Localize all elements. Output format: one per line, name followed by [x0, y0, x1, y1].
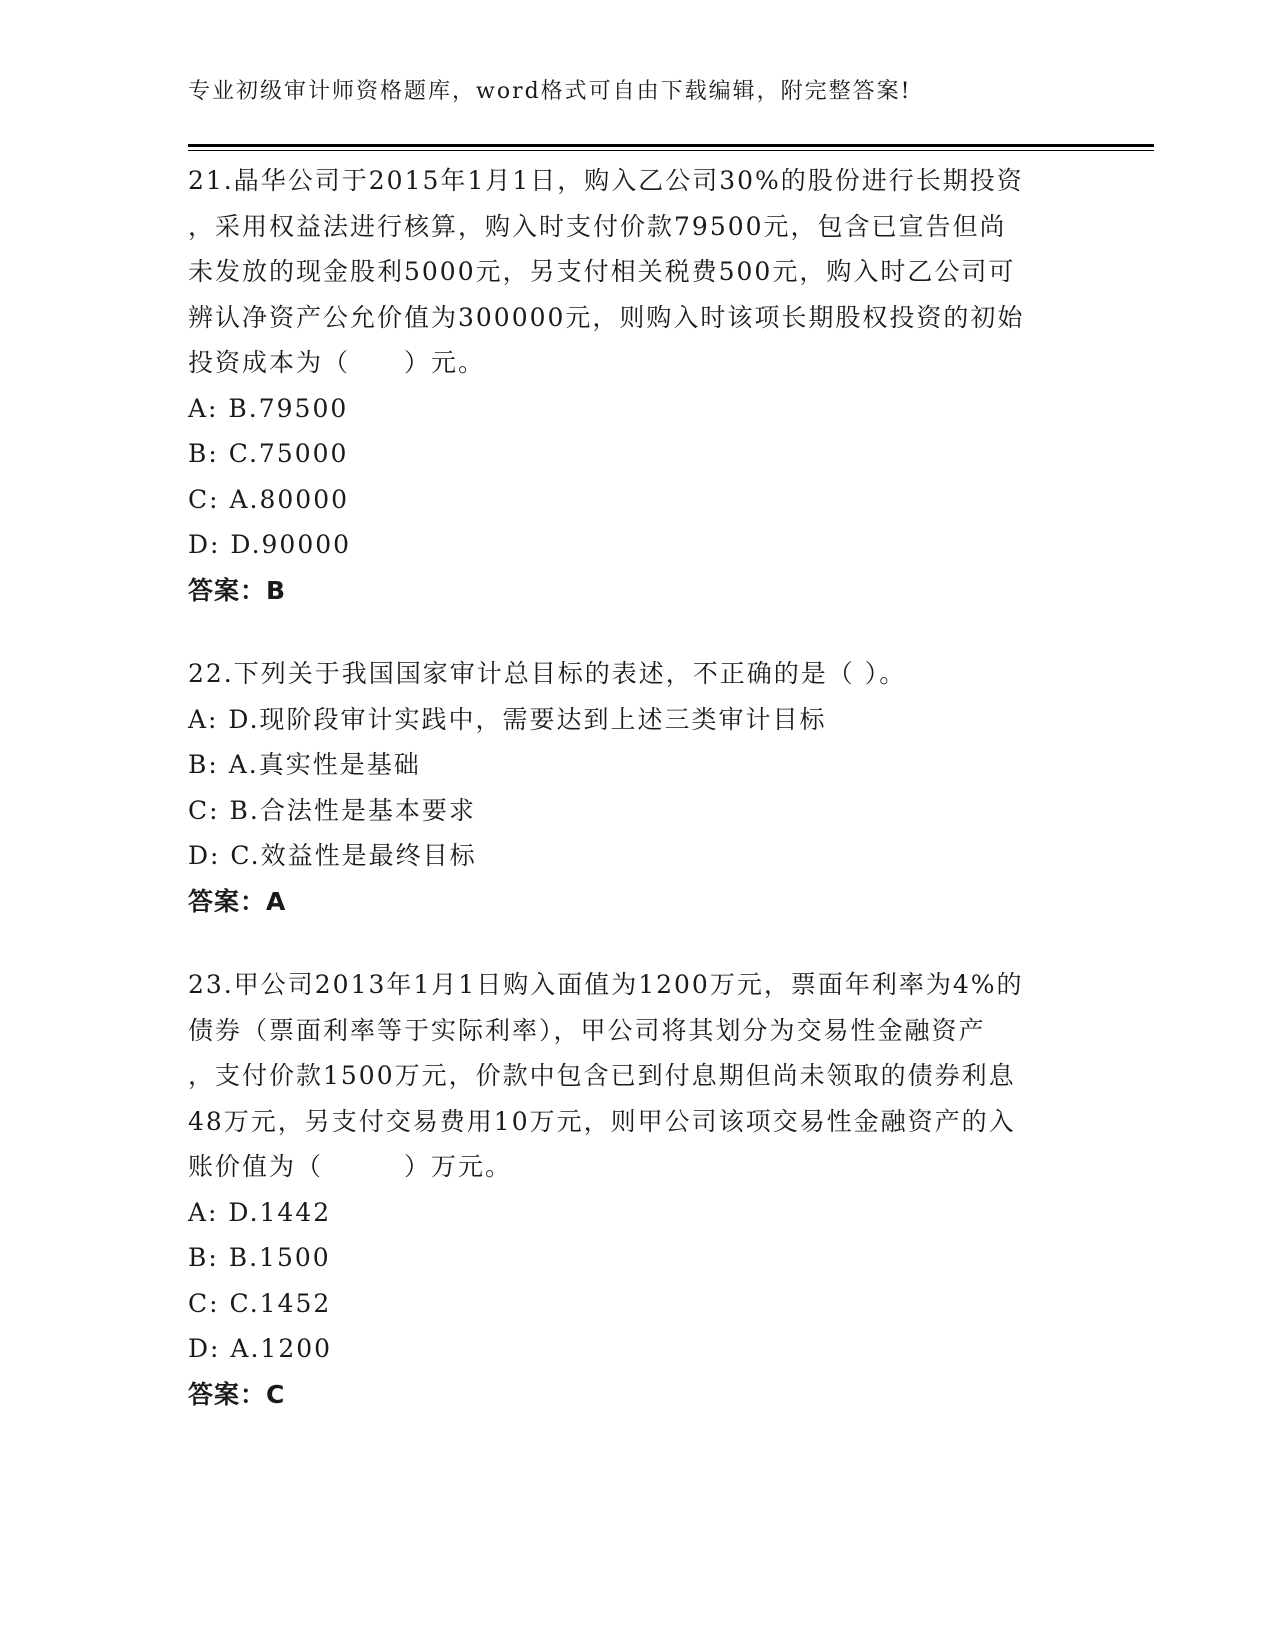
question-stem-line: 账价值为（ ）万元。 — [188, 1152, 513, 1181]
answer-label: 答案：B — [188, 575, 287, 605]
option-d: D: D.90000 — [188, 530, 352, 559]
question-stem-line: ，支付价款1500万元，价款中包含已到付息期但尚未领取的债券利息 — [188, 1061, 1016, 1090]
answer-label: 答案：C — [188, 1379, 286, 1409]
question-21 — [188, 158, 1088, 613]
option-a: A: D.现阶段审计实践中，需要达到上述三类审计目标 — [188, 704, 827, 734]
document-header: 专业初级审计师资格题库，word格式可自由下载编辑，附完整答案! — [188, 79, 912, 104]
question-stem-line: 未发放的现金股利5000元，另支付相关税费500元，购入时乙公司可 — [188, 257, 1016, 286]
question-stem-line: 23.甲公司2013年1月1日购入面值为1200万元，票面年利率为4%的 — [188, 970, 1024, 999]
option-c: C: A.80000 — [188, 484, 350, 514]
option-a: A: B.79500 — [188, 393, 349, 423]
question-list — [188, 158, 1088, 1455]
option-b: B: A.真实性是基础 — [188, 750, 421, 779]
question-stem-line: 48万元，另支付交易费用10万元，则甲公司该项交易性金融资产的入 — [188, 1106, 1016, 1136]
header-rule-thin — [188, 150, 1154, 151]
option-b: B: C.75000 — [188, 439, 349, 468]
option-d: D: A.1200 — [188, 1334, 333, 1363]
question-stem-line: ，采用权益法进行核算，购入时支付价款79500元，包含已宣告但尚 — [188, 211, 1007, 241]
header-rule-thick — [188, 144, 1154, 147]
option-b: B: B.1500 — [188, 1243, 331, 1272]
question-stem-line: 21.晶华公司于2015年1月1日，购入乙公司30%的股份进行长期投资 — [188, 166, 1024, 195]
question-22 — [188, 651, 1088, 924]
question-stem-line: 投资成本为（ ）元。 — [188, 348, 486, 377]
option-d: D: C.效益性是最终目标 — [188, 841, 477, 870]
answer-label: 答案：A — [188, 886, 287, 916]
option-c: C: B.合法性是基本要求 — [188, 795, 476, 825]
question-stem-line: 债券（票面利率等于实际利率），甲公司将其划分为交易性金融资产 — [188, 1015, 986, 1045]
question-stem-line: 辨认净资产公允价值为300000元，则购入时该项长期股权投资的初始 — [188, 302, 1025, 332]
option-c: C: C.1452 — [188, 1288, 332, 1318]
question-stem-line: 22.下列关于我国国家审计总目标的表述，不正确的是（ ）。 — [188, 659, 907, 688]
question-23 — [188, 962, 1088, 1417]
option-a: A: D.1442 — [188, 1197, 332, 1227]
